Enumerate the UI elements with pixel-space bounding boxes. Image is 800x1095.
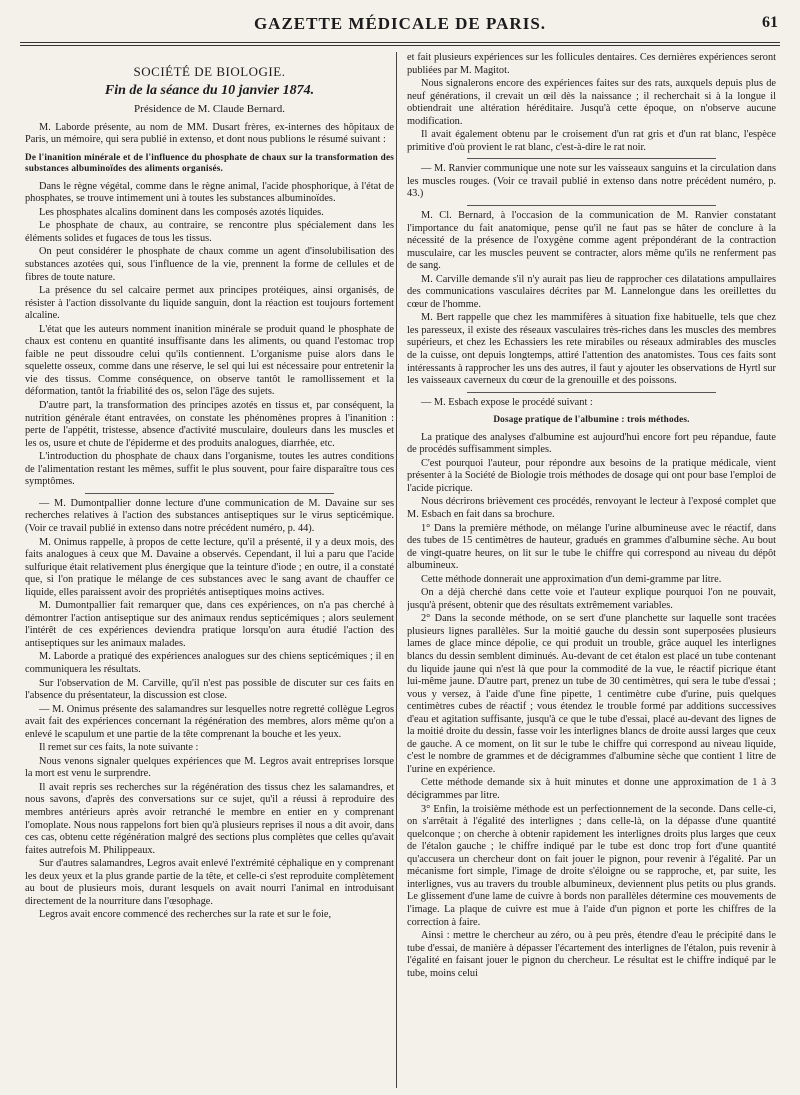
header-rule xyxy=(20,42,780,43)
paragraph: 2° Dans la seconde méthode, on se sert d'une planchette sur laquelle sont tracées plusieurs lignes parallèles. Sur la moitié gauche du dessin sont superposées plusieurs lames de glace mince dépolie, ce qui produit un trouble, grâce auquel les interlignes blancs du dessin semblent diminués. Au-devant de cet étalon est placé un tube contenant du liquide jaune qui n'est là que pour la commodité de la vue, le réactif picrique étant lui-même jaune. D'autre part, prenez un tube de 30 centimètres, qui sera le tube d'essai ; vous y versez, à l'aide d'une fine pipette, 1 centimètre cube d'urine, puis quelques centimètres cubes de réactif ; vous étendez le trouble formé par additions successives d'eau et agitation suffisante, jusqu'à ce que le tube d'essai, placé au-devant des lignes de la moitié droite du dessin, fasse voir les interlignes blancs de droite aussi larges que ceux de gauche. A ce moment, on lit sur le tube le chiffre qui correspond au niveau liquide, c'est le nombre de grammes et de décigrammes d'albumine sèche que contient 1 litre de l'urine en expérience. xyxy=(407,613,776,775)
paragraph: La présence du sel calcaire permet aux principes protéiques, ainsi organisés, de résister à l'action dissolvante du liquide sanguin, dont la réaction est toujours fortement alcaline. xyxy=(25,285,394,322)
paragraph: — M. Esbach expose le procédé suivant : xyxy=(421,396,593,408)
paragraph: Les phosphates alcalins dominent dans les composés azotés liquides. xyxy=(39,206,324,218)
section-title: SOCIÉTÉ DE BIOLOGIE. xyxy=(133,64,286,79)
paragraph: M. Onimus rappelle, à propos de cette lecture, qu'il a présenté, il y a deux mois, des faits analogues à ceux que M. Davaine a observés. Cependant, il lui a paru que l'acide sulfurique était relativement plus énergique que la teinture d'iode ; en outre, il a constaté que, si l'on pratique le mélange de ces substances avec le sang avant de chauffer ce liquide, elles paraissent avoir des propriétés antiseptiques moins actives. xyxy=(25,536,394,598)
paragraph: Le phosphate de chaux, au contraire, se rencontre plus spécialement dans les éléments solides et fugaces de tous les tissus. xyxy=(25,220,394,244)
paragraph: M. Laborde a pratiqué des expériences analogues sur des chiens septicémiques ; il en communiquera les résultats. xyxy=(25,651,394,675)
paragraph: Sur l'observation de M. Carville, qu'il n'est pas possible de discuter sur ces faits en l'absence du présentateur, la discussion est close. xyxy=(25,677,394,702)
paragraph: D'autre part, la transformation des principes azotés en tissus et, par conséquent, la nutrition générale étant entravées, on constate les phénomènes propres à l'inanition : perte de l'appétit, tristesse, absence d'activité musculaire, douleurs dans les muscles et les os, usure et chute de l'épiderme et des produits analogues, diarrhée, etc. xyxy=(25,400,394,449)
paragraph: M. Laborde présente, au nom de MM. Dusart frères, ex-internes des hôpitaux de Paris, un mémoire, qui sera publié in extenso, et dont nous publions le résumé suivant : xyxy=(25,121,394,146)
journal-title: GAZETTE MÉDICALE DE PARIS. xyxy=(253,14,547,33)
paragraph: Il avait également obtenu par le croisement d'un rat gris et d'un rat blanc, l'espèce primitive d'où provient le rat blanc, c'est-à-dire le rat noir. xyxy=(407,129,776,153)
article-subheading: Dosage pratique de l'albumine : trois méthodes. xyxy=(493,414,690,425)
paragraph: Legros avait encore commencé des recherches sur la rate et sur le foie, xyxy=(39,909,332,921)
paragraph: Ainsi : mettre le chercheur au zéro, ou à peu près, étendre d'eau le précipité dans le tube d'essai, de manière à dépasser l'écartement des interlignes de l'étalon, puis revenir à l'égalité en faisant jouer le pignon du chercheur. Le résultat est le chiffre indiqué par le tube, moins celui xyxy=(407,930,776,979)
paragraph: C'est pourquoi l'auteur, pour répondre aux besoins de la pratique médicale, vient présenter à la Société de Biologie trois méthodes de dosage qui ont pour base l'emploi de l'acide picrique. xyxy=(407,457,776,494)
paragraph: M. Carville demande s'il n'y aurait pas lieu de rapprocher ces dilatations ampullaires des communications vasculaires décrites par M. Lannelongue dans les oreillettes du cœur de l'homme. xyxy=(407,273,776,310)
paragraph: Nous signalerons encore des expériences faites sur des rats, auxquels depuis plus de neuf générations, il crevait un œil dès la naissance ; il recherchait si à la longue il obtiendrait une altération héréditaire. Jusqu'à cette époque, on n'observe aucune modification. xyxy=(407,78,776,127)
paragraph: Cette méthode donnerait une approximation d'un demi-gramme par litre. xyxy=(421,573,722,585)
section-separator xyxy=(467,158,716,159)
paragraph: Nous venons signaler quelques expériences que M. Legros avait entreprises lorsque la mort est venu le surprendre. xyxy=(25,755,394,780)
paragraph: On peut considérer le phosphate de chaux comme un agent d'insolubilisation des substances azotées qui, sous l'influence de la vie, prennent la forme de cellules et de fibres de toute nature. xyxy=(25,246,394,283)
paragraph: L'introduction du phosphate de chaux dans l'organisme, toutes les autres conditions de l'alimentation restant les mêmes, suffit le plus souvent, pour faire disparaître tous ces symptômes. xyxy=(25,451,394,488)
paragraph: 1° Dans la première méthode, on mélange l'urine albumineuse avec le réactif, dans des tubes de 15 centimètres de hauteur, gradués en grammes d'albumine sèche. Au bout de vingt-quatre heures, on lit sur le tube le chiffre qui correspond au niveau du dépôt albumineux. xyxy=(407,522,776,572)
article-subheading: De l'inanition minérale et de l'influence du phosphate de chaux sur la transformation des substances albuminoïdes des aliments organisés. xyxy=(25,151,394,174)
session-heading: Fin de la séance du 10 janvier 1874. xyxy=(104,82,315,98)
paragraph: On a déjà cherché dans cette voie et l'auteur explique pourquoi l'on ne pouvait, jusqu'à présent, obtenir que des résultats extrêmement variables. xyxy=(407,587,776,611)
paragraph: L'état que les auteurs nomment inanition minérale se produit quand le phosphate de chaux est contenu en quantité insuffisante dans les aliments, ou quand l'estomac trop faible ne peut dissoudre celui qu'ils contiennent. L'organisme puise alors dans le squelette osseux, comme dans une réserve, le sel qui lui est nécessaire pour entretenir la vie des tissus. Comme conséquence, on observe tantôt le ramollissement et la déformation, tantôt la friabilité des os, selon l'âge des sujets. xyxy=(25,323,394,398)
paragraph: 3° Enfin, la troisième méthode est un perfectionnement de la seconde. Dans celle-ci, on s'arrêtait à l'égalité des interlignes ; dans celle-là, on la dépasse d'une quantité quelconque ; on cherche à obtenir rapidement les interlignes droits plus larges que ceux de l'étalon gauche ; le chiffre indiqué par le tube est donc trop fort d'une quantité qu'accusera un chercheur dont on fait jouer le pignon, pour revenir à l'égalité. Par un mécanisme fort simple, l'image de droite s'éloigne ou se rapproche, et, par suite, les interlignes, vus au travers du trouble albumineux, deviennent plus petits ou plus grands. Le glissement d'une lame de cuivre à bords non parallèles détermine ces mouvements de l'image. La plaque de cuivre est mue à l'aide d'un pignon et porte les chiffres de la correction à faire. xyxy=(407,803,776,928)
section-separator xyxy=(85,493,334,494)
paragraph: M. Cl. Bernard, à l'occasion de la communication de M. Ranvier constatant l'importance du fait anatomique, pense qu'il ne faut pas se hâter de conclure à la nécessité de la présence de l'oxygène comme agent prépondérant de la contraction musculaire, car les muscles peuvent se contracter, alors même qu'ils ne renferment pas de sang. xyxy=(407,210,776,272)
paragraph: Cette méthode demande six à huit minutes et donne une approximation de 1 à 3 décigrammes par litre. xyxy=(407,777,776,802)
paragraph: — M. Onimus présente des salamandres sur lesquelles notre regretté collègue Legros avait fait des expériences concernant la régénération des membres, alors même qu'on a enlevé le scapulum et une partie de la tête comprenant la bouche et les yeux. xyxy=(25,703,394,740)
header-rule-double xyxy=(20,45,780,46)
paragraph: Nous décrirons brièvement ces procédés, renvoyant le lecteur à l'exposé complet que M. Esbach en fait dans sa brochure. xyxy=(407,496,776,520)
paragraph: Sur d'autres salamandres, Legros avait enlevé l'extrémité céphalique en y comprenant les deux yeux et la plus grande partie de la tête, et celle-ci s'est reproduite complètement au bout de plusieurs mois, durant lesquels on avait nourri l'animal en introduisant directement de la nourriture dans l'œsophage. xyxy=(25,858,394,907)
section-separator xyxy=(467,205,716,206)
paragraph: Il remet sur ces faits, la note suivante : xyxy=(39,742,199,754)
section-separator xyxy=(467,392,716,393)
paragraph: Il avait repris ses recherches sur la régénération des tissus chez les salamandres, et nous savons, d'après des conversations sur ce sujet, qu'il a réussi à reproduire des membres antérieurs après avoir retranché le membre en entier en y comprenant l'omoplate. Nous nous rappelons fort bien qu'à plusieurs reprises il nous a dit avoir, dans ces cas, obtenu cette régénération malgré des sections plus complètes que celles qu'avait faites autrefois M. Philippeaux. xyxy=(25,781,394,856)
presidency-line: Présidence de M. Claude Bernard. xyxy=(134,103,285,116)
column-divider xyxy=(396,52,397,1088)
paragraph: Dans le règne végétal, comme dans le règne animal, l'acide phosphorique, à l'état de phosphates, se trouve intimement uni à toutes les substances albuminoïdes. xyxy=(25,180,394,205)
left-column xyxy=(25,52,394,1090)
paragraph: M. Dumontpallier fait remarquer que, dans ces expériences, on n'a pas cherché à démontrer l'action antiseptique sur des animaux rendus septicémiques ; alors seulement l'intérêt de ces expériences deviendra pratique lorsqu'on aura étudié l'action des antiseptiques sur les animaux malades. xyxy=(25,600,394,649)
page-number: 61 xyxy=(762,14,778,31)
right-column xyxy=(407,52,776,1090)
paragraph: — M. Dumontpallier donne lecture d'une communication de M. Davaine sur ses recherches relatives à l'action des substances antiseptiques sur le virus septicémique. (Voir ce travail publié in extenso dans notre précédent numéro, p. 44). xyxy=(25,497,394,534)
paragraph: La pratique des analyses d'albumine est aujourd'hui encore fort peu répandue, faute de procédés suffisamment simples. xyxy=(407,431,776,456)
paragraph: — M. Ranvier communique une note sur les vaisseaux sanguins et la circulation dans les muscles rouges. (Voir ce travail publié in extenso dans notre précédent numéro, p. 43.) xyxy=(407,163,776,200)
page-header xyxy=(20,14,780,40)
paragraph: et fait plusieurs expériences sur les follicules dentaires. Ces dernières expériences seront publiées par M. Magitot. xyxy=(407,52,776,76)
paragraph: M. Bert rappelle que chez les mammifères à situation fixe habituelle, tels que chez les paresseux, il existe des réseaux vasculaires très-riches dans les muscles des membres supérieurs, et chez les Echassiers les rete mirabiles ou réseaux admirables des muscles de la cuisse, ont depuis longtemps, attiré l'attention des anatomistes. Tous ces faits sont intéressants à rapprocher les uns des autres, il faut y ajouter les observations de Hyrtl sur les vaisseaux caverneux du cœur de la grenouille et des poissons. xyxy=(407,312,776,387)
